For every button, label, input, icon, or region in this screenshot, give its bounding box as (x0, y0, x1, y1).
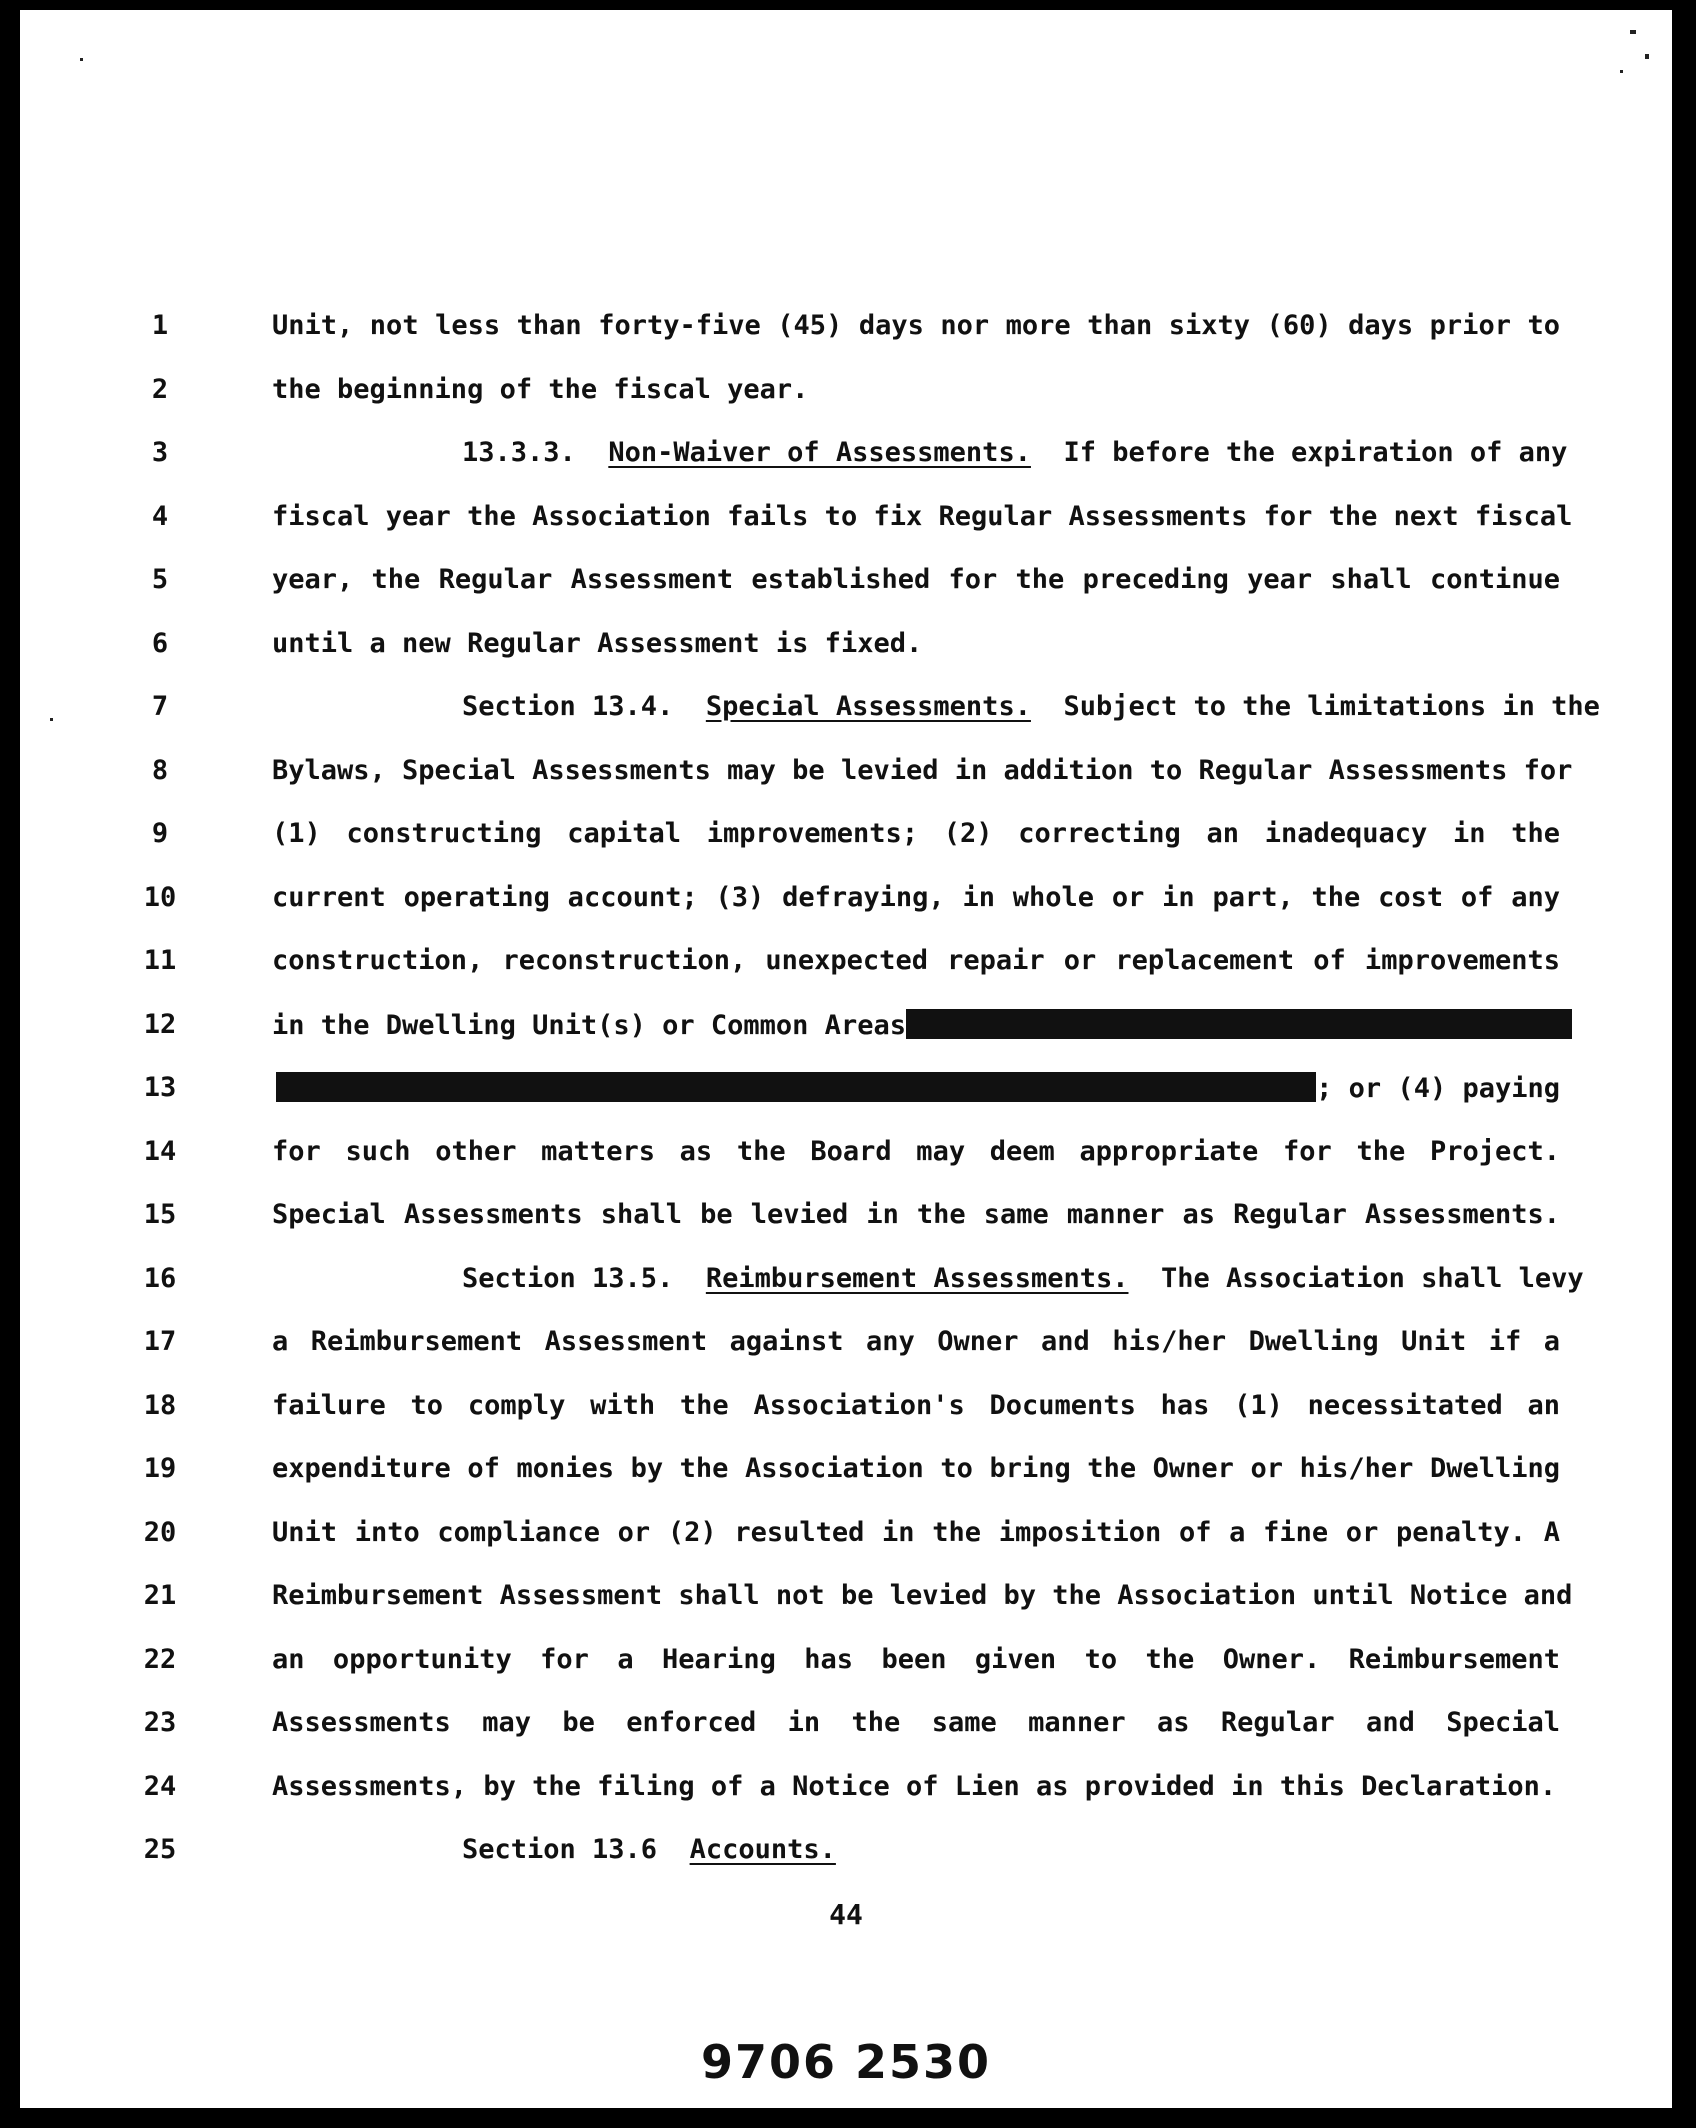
line-number: 12 (143, 1009, 177, 1040)
text-line (20, 628, 1672, 676)
text-line (20, 1707, 1672, 1755)
line-number: 14 (143, 1136, 177, 1167)
text-line (20, 691, 1672, 739)
text-line (20, 945, 1672, 993)
line-text: fiscal year the Association fails to fix Regular Assessments for the next fiscal (272, 501, 1573, 532)
line-text: the beginning of the fiscal year. (272, 374, 809, 405)
text-line (20, 1580, 1672, 1628)
line-number: 6 (151, 628, 169, 659)
text-line (20, 1263, 1672, 1311)
line-number: 11 (143, 945, 177, 976)
text-line (20, 1644, 1672, 1692)
scan-speck (80, 58, 83, 61)
section-text: The Association shall levy (1161, 1263, 1584, 1294)
line-text (272, 1009, 1560, 1041)
line-number: 7 (151, 691, 169, 722)
section-number: Section 13.5. (462, 1263, 674, 1294)
text-line (20, 1199, 1672, 1247)
text-line (20, 1072, 1672, 1120)
text-line (20, 1517, 1672, 1565)
line-number: 4 (151, 501, 169, 532)
line-text: Unit, not less than forty-five (45) days nor more than sixty (60) days prior to (272, 310, 1560, 341)
text-line (20, 882, 1672, 930)
page-number: 44 (829, 1898, 863, 1931)
line-number: 22 (143, 1644, 177, 1675)
redaction-bar (276, 1072, 1316, 1102)
text-line (20, 1326, 1672, 1374)
line-number: 3 (151, 437, 169, 468)
line-number: 24 (143, 1771, 177, 1802)
line-text (462, 437, 1568, 468)
line-text: Assessments, by the filing of a Notice of Lien as provided in this Declaration. (272, 1771, 1557, 1802)
line-number: 2 (151, 374, 169, 405)
text-line (20, 437, 1672, 485)
line-text: failure to comply with the Association's Documents has (1) necessitated an (272, 1390, 1560, 1421)
line-text (462, 691, 1600, 722)
line-number: 13 (143, 1072, 177, 1103)
text-line (20, 1390, 1672, 1438)
section-heading: Reimbursement Assessments. (705, 1263, 1129, 1294)
line-number: 25 (143, 1834, 177, 1865)
line-text: construction, reconstruction, unexpected repair or replacement of improvements (272, 945, 1560, 976)
line-number: 1 (151, 310, 169, 341)
line-text (272, 1072, 1560, 1104)
line-text: year, the Regular Assessment established for the preceding year shall continue (272, 564, 1560, 595)
line-text: Special Assessments shall be levied in the same manner as Regular Assessments. (272, 1199, 1560, 1230)
document-id-stamp: 9706 2530 (700, 2035, 992, 2089)
line-text-visible: ; or (4) paying (1316, 1073, 1560, 1104)
redaction-bar (906, 1009, 1572, 1039)
line-number: 9 (151, 818, 169, 849)
section-text: If before the expiration of any (1063, 437, 1568, 468)
line-text-visible: in the Dwelling Unit(s) or Common Areas (272, 1010, 906, 1041)
text-line (20, 310, 1672, 358)
line-text: (1) constructing capital improvements; (2) correcting an inadequacy in the (272, 818, 1560, 849)
line-number: 21 (143, 1580, 177, 1611)
section-number: Section 13.6 (462, 1834, 658, 1865)
text-line (20, 1453, 1672, 1501)
text-line (20, 1771, 1672, 1819)
line-text (462, 1263, 1584, 1294)
line-number: 17 (143, 1326, 177, 1357)
line-text: for such other matters as the Board may deem appropriate for the Project. (272, 1136, 1560, 1167)
line-number: 8 (151, 755, 169, 786)
line-number: 15 (143, 1199, 177, 1230)
text-line (20, 501, 1672, 549)
line-text: a Reimbursement Assessment against any Owner and his/her Dwelling Unit if a (272, 1326, 1560, 1357)
section-text: Subject to the limitations in the (1063, 691, 1600, 722)
line-number: 19 (143, 1453, 177, 1484)
scan-speck (1630, 30, 1636, 34)
line-number: 16 (143, 1263, 177, 1294)
text-line (20, 1136, 1672, 1184)
section-heading: Non-Waiver of Assessments. (608, 437, 1031, 468)
text-line (20, 1009, 1672, 1057)
line-text: until a new Regular Assessment is fixed. (272, 628, 923, 659)
line-number: 23 (143, 1707, 177, 1738)
section-heading: Accounts. (689, 1834, 836, 1865)
section-number: 13.3.3. (462, 437, 576, 468)
line-number: 18 (143, 1390, 177, 1421)
line-text: Reimbursement Assessment shall not be levied by the Association until Notice and (272, 1580, 1573, 1611)
line-text: an opportunity for a Hearing has been given to the Owner. Reimbursement (272, 1644, 1560, 1675)
line-number: 5 (151, 564, 169, 595)
line-number: 20 (143, 1517, 177, 1548)
scan-speck (1645, 54, 1649, 59)
line-text: Bylaws, Special Assessments may be levied in addition to Regular Assessments for (272, 755, 1573, 786)
line-text: Assessments may be enforced in the same manner as Regular and Special (272, 1707, 1560, 1738)
line-number: 10 (143, 882, 177, 913)
text-line (20, 755, 1672, 803)
scan-speck (1620, 70, 1623, 73)
document-page (20, 10, 1672, 2108)
text-line (20, 1834, 1672, 1882)
line-text: expenditure of monies by the Association to bring the Owner or his/her Dwelling (272, 1453, 1560, 1484)
section-number: Section 13.4. (462, 691, 674, 722)
text-line (20, 374, 1672, 422)
scan-speck (50, 718, 53, 721)
line-text (462, 1834, 1560, 1865)
line-text: Unit into compliance or (2) resulted in the imposition of a fine or penalty. A (272, 1517, 1560, 1548)
text-line (20, 818, 1672, 866)
text-line (20, 564, 1672, 612)
line-text: current operating account; (3) defraying, in whole or in part, the cost of any (272, 882, 1560, 913)
section-heading: Special Assessments. (705, 691, 1031, 722)
